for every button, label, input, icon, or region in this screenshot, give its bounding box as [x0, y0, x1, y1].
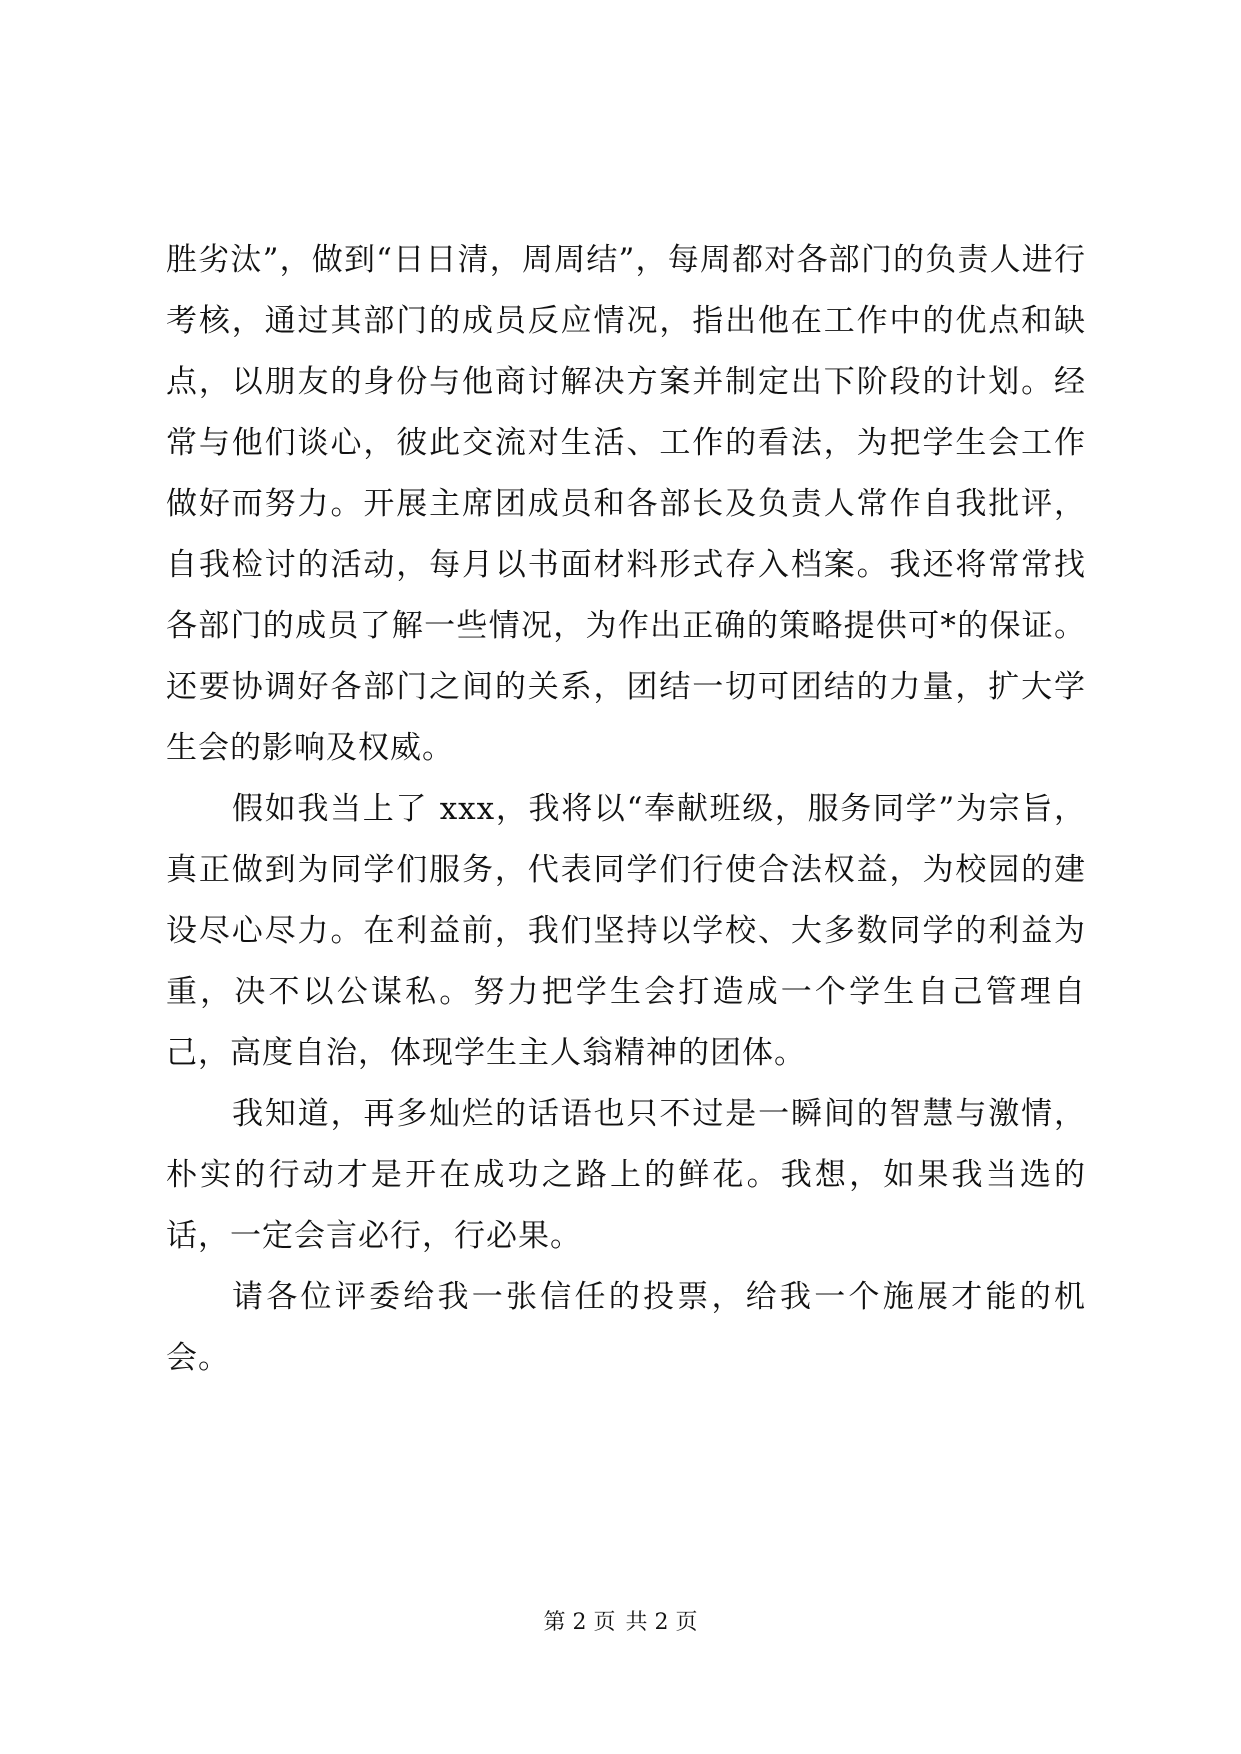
- page-total: 共 2 页: [625, 1610, 698, 1635]
- paragraph-continued: 胜劣汰”，做到“日日清，周周结”，每周都对各部门的负责人进行考核，通过其部门的成员反应情况，指出他在工作中的优点和缺点，以朋友的身份与他商讨解决方案并制定出下阶段的计划。经常与他们谈心，彼此交流对生活、工作的看法，为把学生会工作做好而努力。开展主席团成员和各部长及负责人常作自我批评，自我检讨的活动，每月以书面材料形式存入档案。我还将常常找各部门的成员了解一些情况，为作出正确的策略提供可*的保证。还要协调好各部门之间的关系，团结一切可团结的力量，扩大学生会的影响及权威。: [166, 242, 1086, 766]
- document-body: [166, 230, 1086, 1389]
- page-number: 第 2 页: [543, 1610, 616, 1635]
- paragraph-action: 我知道，再多灿烂的话语也只不过是一瞬间的智慧与激情，朴实的行动才是开在成功之路上的鲜花。我想，如果我当选的话，一定会言必行，行必果。: [166, 1096, 1086, 1254]
- page-footer: [0, 1608, 1241, 1638]
- paragraph-pledge: 假如我当上了 xxx，我将以“奉献班级，服务同学”为宗旨，真正做到为同学们服务，代表同学们行使合法权益，为校园的建设尽心尽力。在利益前，我们坚持以学校、大多数同学的利益为重，决不以公谋私。努力把学生会打造成一个学生自己管理自己，高度自治，体现学生主人翁精神的团体。: [166, 791, 1086, 1071]
- paragraph-closing: 请各位评委给我一张信任的投票，给我一个施展才能的机会。: [166, 1279, 1086, 1376]
